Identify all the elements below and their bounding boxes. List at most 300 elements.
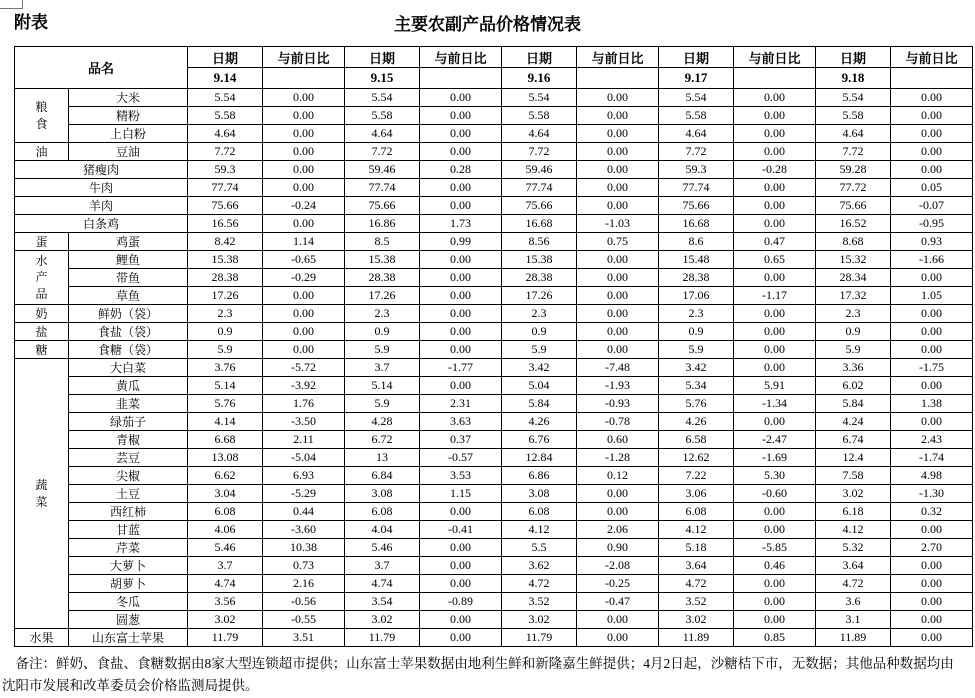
price-cell: 16.68 <box>502 215 577 233</box>
price-cell: 5.54 <box>816 89 891 107</box>
price-cell: 3.6 <box>816 593 891 611</box>
price-cell: 15.38 <box>345 251 420 269</box>
price-cell: 28.38 <box>188 269 263 287</box>
price-cell: 3.06 <box>659 485 734 503</box>
table-row <box>15 629 973 647</box>
price-table-body <box>15 89 973 647</box>
change-cell: -3.92 <box>263 377 345 395</box>
price-cell: 28.38 <box>345 269 420 287</box>
change-cell: -0.56 <box>263 593 345 611</box>
change-cell: 0.00 <box>891 107 973 125</box>
price-table <box>14 46 973 647</box>
change-cell: 0.00 <box>577 89 659 107</box>
table-row <box>15 143 973 161</box>
price-cell: 5.18 <box>659 539 734 557</box>
price-cell: 11.89 <box>816 629 891 647</box>
price-cell: 5.14 <box>345 377 420 395</box>
title-bar <box>0 0 975 46</box>
price-cell: 5.84 <box>502 395 577 413</box>
table-row <box>15 431 973 449</box>
change-cell: 0.00 <box>891 377 973 395</box>
change-cell: 0.00 <box>577 179 659 197</box>
change-cell: 0.00 <box>263 143 345 161</box>
price-cell: 75.66 <box>345 197 420 215</box>
price-cell: 8.68 <box>816 233 891 251</box>
change-cell: -1.28 <box>577 449 659 467</box>
price-cell: 5.58 <box>502 107 577 125</box>
price-cell: 4.64 <box>502 125 577 143</box>
change-cell: 0.05 <box>891 179 973 197</box>
change-cell: 0.00 <box>420 179 502 197</box>
change-cell: -3.50 <box>263 413 345 431</box>
price-cell: 75.66 <box>816 197 891 215</box>
change-cell: -0.41 <box>420 521 502 539</box>
price-cell: 5.34 <box>659 377 734 395</box>
price-cell: 11.79 <box>188 629 263 647</box>
change-header-cell: 与前日比 <box>891 47 973 68</box>
change-cell: 2.11 <box>263 431 345 449</box>
product-name-cell: 土豆 <box>69 485 188 503</box>
change-cell: 0.00 <box>577 269 659 287</box>
change-cell: 0.75 <box>577 233 659 251</box>
change-cell: 0.00 <box>734 125 816 143</box>
change-cell: -0.95 <box>891 215 973 233</box>
change-cell: 0.00 <box>420 305 502 323</box>
change-cell: 3.51 <box>263 629 345 647</box>
date-header-cell: 日期 <box>659 47 734 68</box>
table-row <box>15 233 973 251</box>
price-cell: 7.72 <box>502 143 577 161</box>
change-cell: 0.00 <box>891 89 973 107</box>
price-cell: 75.66 <box>188 197 263 215</box>
price-cell: 7.72 <box>816 143 891 161</box>
change-cell: 0.00 <box>891 269 973 287</box>
price-cell: 12.84 <box>502 449 577 467</box>
change-cell: -0.57 <box>420 449 502 467</box>
price-cell: 28.38 <box>502 269 577 287</box>
change-cell: 0.28 <box>420 161 502 179</box>
price-cell: 16.56 <box>188 215 263 233</box>
change-cell: -0.60 <box>734 485 816 503</box>
price-cell: 75.66 <box>659 197 734 215</box>
change-cell: 2.06 <box>577 521 659 539</box>
change-cell: -0.89 <box>420 593 502 611</box>
product-name-cell: 青椒 <box>69 431 188 449</box>
change-cell: 0.00 <box>577 629 659 647</box>
price-cell: 4.72 <box>502 575 577 593</box>
change-cell: -0.07 <box>891 197 973 215</box>
price-cell: 4.04 <box>345 521 420 539</box>
price-cell: 8.6 <box>659 233 734 251</box>
change-cell: 0.00 <box>891 341 973 359</box>
price-cell: 5.9 <box>345 395 420 413</box>
price-cell: 15.48 <box>659 251 734 269</box>
change-cell: 0.00 <box>891 143 973 161</box>
change-cell: -1.66 <box>891 251 973 269</box>
change-cell: 0.00 <box>420 197 502 215</box>
change-header-cell: 与前日比 <box>420 47 502 68</box>
change-cell: 1.05 <box>891 287 973 305</box>
price-cell: 59.28 <box>816 161 891 179</box>
product-name-cell: 鲤鱼 <box>69 251 188 269</box>
change-cell: 0.00 <box>734 215 816 233</box>
date-value-cell: 9.15 <box>345 68 420 89</box>
price-cell: 3.52 <box>659 593 734 611</box>
table-annotation: 附表 <box>14 13 48 32</box>
change-cell: 1.76 <box>263 395 345 413</box>
price-cell: 15.38 <box>188 251 263 269</box>
change-cell: 0.00 <box>263 215 345 233</box>
change-cell: 2.43 <box>891 431 973 449</box>
price-cell: 5.58 <box>659 107 734 125</box>
price-cell: 77.72 <box>816 179 891 197</box>
change-cell: 0.00 <box>734 359 816 377</box>
price-cell: 5.54 <box>659 89 734 107</box>
table-row <box>15 341 973 359</box>
change-cell: -0.25 <box>577 575 659 593</box>
price-cell: 2.3 <box>188 305 263 323</box>
change-cell: 0.00 <box>891 521 973 539</box>
change-cell: 0.00 <box>420 539 502 557</box>
price-cell: 6.02 <box>816 377 891 395</box>
price-cell: 6.58 <box>659 431 734 449</box>
price-cell: 16.68 <box>659 215 734 233</box>
price-cell: 5.5 <box>502 539 577 557</box>
price-cell: 3.1 <box>816 611 891 629</box>
change-cell: 0.00 <box>734 89 816 107</box>
price-cell: 17.26 <box>345 287 420 305</box>
price-cell: 5.9 <box>659 341 734 359</box>
table-row <box>15 503 973 521</box>
price-cell: 59.3 <box>659 161 734 179</box>
price-cell: 3.62 <box>502 557 577 575</box>
change-cell: 0.00 <box>263 287 345 305</box>
price-cell: 3.54 <box>345 593 420 611</box>
change-cell: -0.28 <box>734 161 816 179</box>
table-row <box>15 107 973 125</box>
table-row <box>15 179 973 197</box>
price-cell: 77.74 <box>345 179 420 197</box>
price-cell: 4.74 <box>345 575 420 593</box>
change-cell: 0.00 <box>420 287 502 305</box>
table-row <box>15 557 973 575</box>
price-cell: 13.08 <box>188 449 263 467</box>
product-name-cell: 白条鸡 <box>15 215 188 233</box>
change-cell: 0.00 <box>734 107 816 125</box>
change-cell: 0.00 <box>420 89 502 107</box>
change-cell: 0.93 <box>891 233 973 251</box>
table-row <box>15 251 973 269</box>
change-cell: -2.08 <box>577 557 659 575</box>
change-cell: 0.00 <box>263 323 345 341</box>
price-cell: 4.72 <box>659 575 734 593</box>
price-cell: 6.08 <box>188 503 263 521</box>
date-value-cell: 9.14 <box>188 68 263 89</box>
table-header <box>15 47 973 89</box>
product-name-cell: 大白菜 <box>69 359 188 377</box>
change-cell: 10.38 <box>263 539 345 557</box>
price-cell: 0.9 <box>816 323 891 341</box>
change-cell: 0.00 <box>577 143 659 161</box>
change-cell: -1.30 <box>891 485 973 503</box>
change-cell: 0.47 <box>734 233 816 251</box>
price-cell: 3.7 <box>345 557 420 575</box>
change-cell: 0.00 <box>734 413 816 431</box>
price-cell: 4.12 <box>816 521 891 539</box>
change-cell: 0.00 <box>263 161 345 179</box>
product-name-cell: 食糖（袋） <box>69 341 188 359</box>
price-cell: 16.52 <box>816 215 891 233</box>
name-header-cell: 品名 <box>15 47 188 89</box>
table-row <box>15 125 973 143</box>
change-cell: 0.00 <box>263 341 345 359</box>
price-cell: 4.12 <box>502 521 577 539</box>
product-name-cell: 大米 <box>69 89 188 107</box>
change-cell: 0.00 <box>734 197 816 215</box>
table-row <box>15 485 973 503</box>
price-cell: 4.26 <box>659 413 734 431</box>
change-cell: -1.34 <box>734 395 816 413</box>
change-cell: 0.00 <box>734 341 816 359</box>
change-cell: 0.00 <box>577 485 659 503</box>
price-cell: 5.46 <box>188 539 263 557</box>
empty-header-cell <box>577 68 659 89</box>
table-row <box>15 197 973 215</box>
change-cell: 0.00 <box>891 593 973 611</box>
change-cell: 0.00 <box>577 287 659 305</box>
product-name-cell: 带鱼 <box>69 269 188 287</box>
change-cell: 5.30 <box>734 467 816 485</box>
footnote: 备注：鲜奶、食盐、食糖数据由8家大型连锁超市提供；山东富士苹果数据由地利生鲜和新隆嘉生鲜提供；4月2日起，沙糖桔下市，无数据；其他品种数据均由沈阳市发展和改革委员会价格监测局提供。 <box>2 656 954 694</box>
product-name-cell: 猪瘦肉 <box>15 161 188 179</box>
change-cell: -1.75 <box>891 359 973 377</box>
change-cell: 0.00 <box>577 503 659 521</box>
change-cell: 0.00 <box>734 521 816 539</box>
price-cell: 3.02 <box>345 611 420 629</box>
change-cell: 2.16 <box>263 575 345 593</box>
category-cell: 奶 <box>15 305 69 323</box>
change-cell: 0.00 <box>263 305 345 323</box>
product-name-cell: 甘蓝 <box>69 521 188 539</box>
change-cell: -3.60 <box>263 521 345 539</box>
price-cell: 5.04 <box>502 377 577 395</box>
date-header-cell: 日期 <box>816 47 891 68</box>
price-cell: 5.14 <box>188 377 263 395</box>
price-cell: 3.02 <box>502 611 577 629</box>
price-cell: 17.06 <box>659 287 734 305</box>
product-name-cell: 圆葱 <box>69 611 188 629</box>
price-cell: 4.64 <box>659 125 734 143</box>
price-cell: 3.52 <box>502 593 577 611</box>
product-name-cell: 胡萝卜 <box>69 575 188 593</box>
price-cell: 2.3 <box>659 305 734 323</box>
price-cell: 3.42 <box>502 359 577 377</box>
empty-header-cell <box>891 68 973 89</box>
change-cell: -1.77 <box>420 359 502 377</box>
change-cell: 0.00 <box>891 557 973 575</box>
price-cell: 3.42 <box>659 359 734 377</box>
change-cell: 0.00 <box>891 323 973 341</box>
change-cell: 4.98 <box>891 467 973 485</box>
price-cell: 59.3 <box>188 161 263 179</box>
table-row <box>15 575 973 593</box>
change-cell: -2.47 <box>734 431 816 449</box>
change-cell: -5.04 <box>263 449 345 467</box>
category-cell: 油 <box>15 143 69 161</box>
price-cell: 2.3 <box>502 305 577 323</box>
price-cell: 6.08 <box>502 503 577 521</box>
price-cell: 15.32 <box>816 251 891 269</box>
change-cell: 0.00 <box>420 251 502 269</box>
price-cell: 4.64 <box>816 125 891 143</box>
price-cell: 5.76 <box>188 395 263 413</box>
change-cell: 0.00 <box>420 341 502 359</box>
date-header-cell: 日期 <box>502 47 577 68</box>
change-cell: 0.73 <box>263 557 345 575</box>
price-cell: 3.08 <box>345 485 420 503</box>
price-cell: 6.68 <box>188 431 263 449</box>
change-cell: 0.46 <box>734 557 816 575</box>
product-name-cell: 黄瓜 <box>69 377 188 395</box>
price-cell: 7.72 <box>345 143 420 161</box>
change-cell: 0.00 <box>420 611 502 629</box>
change-cell: 0.60 <box>577 431 659 449</box>
category-cell: 蔬菜 <box>15 359 69 629</box>
price-cell: 59.46 <box>345 161 420 179</box>
change-cell: 0.00 <box>263 179 345 197</box>
price-cell: 5.76 <box>659 395 734 413</box>
change-cell: 0.00 <box>734 143 816 161</box>
change-cell: -7.48 <box>577 359 659 377</box>
table-row <box>15 449 973 467</box>
table-row <box>15 413 973 431</box>
table-row <box>15 467 973 485</box>
product-name-cell: 羊肉 <box>15 197 188 215</box>
change-cell: 0.00 <box>577 323 659 341</box>
change-cell: 0.00 <box>577 197 659 215</box>
price-cell: 5.54 <box>188 89 263 107</box>
change-cell: 0.00 <box>734 575 816 593</box>
change-cell: 1.15 <box>420 485 502 503</box>
change-cell: 0.00 <box>734 503 816 521</box>
table-row <box>15 593 973 611</box>
price-cell: 2.3 <box>816 305 891 323</box>
table-row <box>15 395 973 413</box>
change-cell: 0.44 <box>263 503 345 521</box>
price-cell: 8.42 <box>188 233 263 251</box>
table-row <box>15 359 973 377</box>
change-cell: 0.00 <box>734 269 816 287</box>
change-cell: 0.00 <box>734 593 816 611</box>
change-cell: 0.00 <box>420 269 502 287</box>
change-cell: -5.72 <box>263 359 345 377</box>
price-cell: 3.64 <box>659 557 734 575</box>
change-cell: 0.00 <box>420 629 502 647</box>
price-cell: 0.9 <box>659 323 734 341</box>
change-cell: -0.65 <box>263 251 345 269</box>
date-value-cell: 9.16 <box>502 68 577 89</box>
product-name-cell: 韭菜 <box>69 395 188 413</box>
change-cell: 3.53 <box>420 467 502 485</box>
price-cell: 5.58 <box>188 107 263 125</box>
product-name-cell: 牛肉 <box>15 179 188 197</box>
change-header-cell: 与前日比 <box>577 47 659 68</box>
change-header-cell: 与前日比 <box>734 47 816 68</box>
change-cell: 0.00 <box>420 557 502 575</box>
change-cell: -0.24 <box>263 197 345 215</box>
price-cell: 59.46 <box>502 161 577 179</box>
price-cell: 6.76 <box>502 431 577 449</box>
table-row <box>15 305 973 323</box>
date-header-cell: 日期 <box>345 47 420 68</box>
change-cell: 6.93 <box>263 467 345 485</box>
change-cell: 0.00 <box>577 161 659 179</box>
price-cell: 13 <box>345 449 420 467</box>
price-cell: 77.74 <box>659 179 734 197</box>
price-cell: 75.66 <box>502 197 577 215</box>
product-name-cell: 鸡蛋 <box>69 233 188 251</box>
empty-header-cell <box>420 68 502 89</box>
category-cell: 水果 <box>15 629 69 647</box>
change-cell: -5.85 <box>734 539 816 557</box>
price-cell: 4.12 <box>659 521 734 539</box>
category-cell: 粮食 <box>15 89 69 143</box>
change-cell: 0.99 <box>420 233 502 251</box>
change-cell: 3.63 <box>420 413 502 431</box>
price-cell: 0.9 <box>345 323 420 341</box>
change-cell: 0.00 <box>734 179 816 197</box>
price-cell: 3.36 <box>816 359 891 377</box>
product-name-cell: 大萝卜 <box>69 557 188 575</box>
empty-header-cell <box>734 68 816 89</box>
price-cell: 3.08 <box>502 485 577 503</box>
price-cell: 0.9 <box>502 323 577 341</box>
price-cell: 11.89 <box>659 629 734 647</box>
price-cell: 6.18 <box>816 503 891 521</box>
category-cell: 蛋 <box>15 233 69 251</box>
table-row <box>15 611 973 629</box>
price-cell: 5.58 <box>345 107 420 125</box>
change-cell: -1.93 <box>577 377 659 395</box>
change-cell: 0.90 <box>577 539 659 557</box>
price-cell: 4.64 <box>188 125 263 143</box>
price-cell: 7.72 <box>659 143 734 161</box>
product-name-cell: 山东富士苹果 <box>69 629 188 647</box>
category-cell: 盐 <box>15 323 69 341</box>
change-cell: 0.00 <box>577 611 659 629</box>
price-cell: 3.56 <box>188 593 263 611</box>
change-cell: 0.00 <box>263 89 345 107</box>
table-row <box>15 161 973 179</box>
price-cell: 3.76 <box>188 359 263 377</box>
product-name-cell: 芸豆 <box>69 449 188 467</box>
price-cell: 4.72 <box>816 575 891 593</box>
price-cell: 6.08 <box>659 503 734 521</box>
price-cell: 0.9 <box>188 323 263 341</box>
price-cell: 28.34 <box>816 269 891 287</box>
change-cell: 0.32 <box>891 503 973 521</box>
price-cell: 5.32 <box>816 539 891 557</box>
product-name-cell: 草鱼 <box>69 287 188 305</box>
change-cell: 0.00 <box>420 323 502 341</box>
product-name-cell: 上白粉 <box>69 125 188 143</box>
change-cell: -1.03 <box>577 215 659 233</box>
date-value-cell: 9.17 <box>659 68 734 89</box>
change-cell: 0.00 <box>891 413 973 431</box>
price-cell: 2.3 <box>345 305 420 323</box>
product-name-cell: 尖椒 <box>69 467 188 485</box>
change-cell: 1.38 <box>891 395 973 413</box>
